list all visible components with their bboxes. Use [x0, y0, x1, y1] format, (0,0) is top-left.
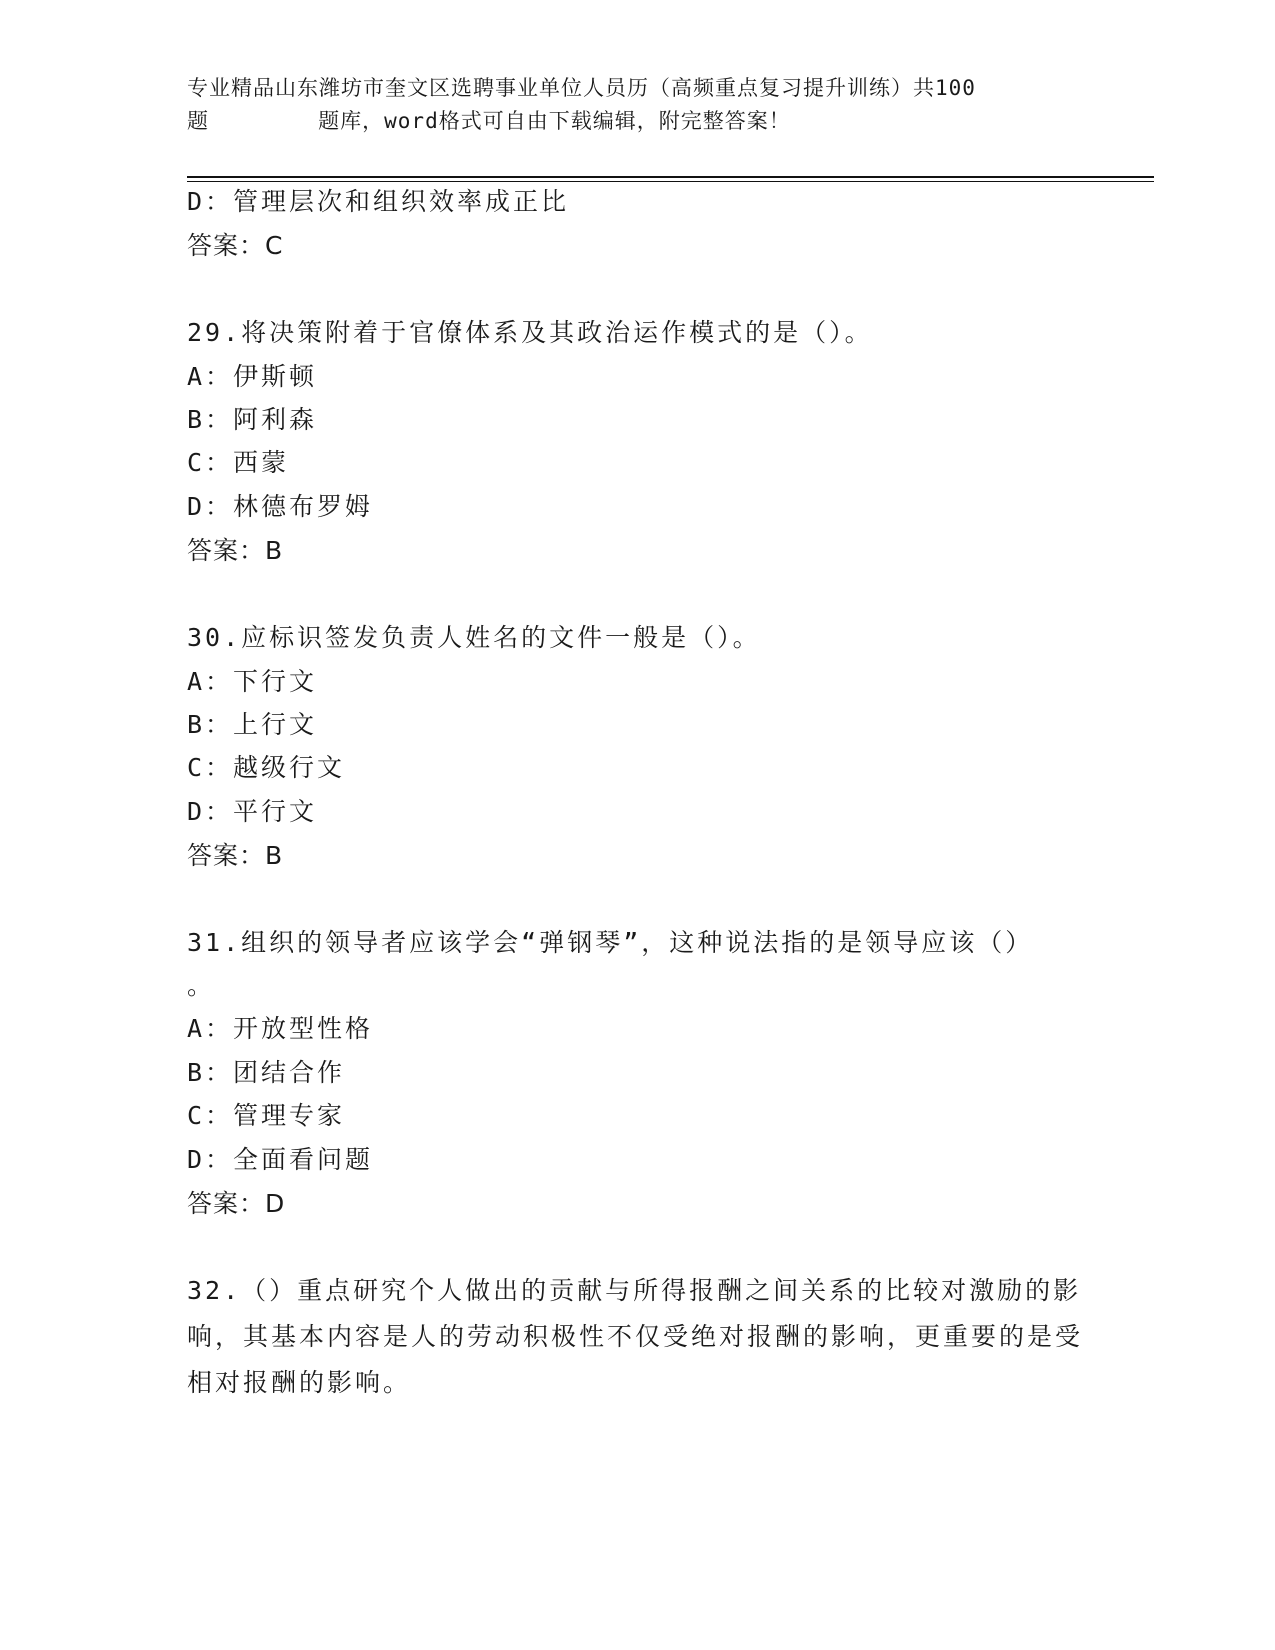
question-stem: 32.（）重点研究个人做出的贡献与所得报酬之间关系的比较对激励的影响，其基本内容是人的劳动积极性不仅受绝对报酬的影响，更重要的是受相对报酬的影响。: [187, 1276, 1084, 1397]
question-stem-continuation: 。: [187, 971, 216, 1000]
option-d: D：林德布罗姆: [187, 492, 374, 521]
answer-line: 答案：B: [187, 536, 284, 565]
option-d: D：平行文: [187, 797, 318, 826]
option-a: A：下行文: [187, 667, 318, 696]
option-b: B：团结合作: [187, 1058, 346, 1087]
answer-line: 答案：D: [187, 1189, 286, 1218]
option-c: C：西蒙: [187, 448, 290, 477]
header-line-2: 题 题库，word格式可自由下载编辑，附完整答案！: [187, 109, 791, 133]
question-stem: 29.将决策附着于官僚体系及其政治运作模式的是（）。: [187, 318, 873, 347]
answer-line: 答案：B: [187, 841, 284, 870]
option-a: A：伊斯顿: [187, 362, 318, 391]
question-stem: 30.应标识签发负责人姓名的文件一般是（）。: [187, 623, 761, 652]
header-line-1: 专业精品山东潍坊市奎文区选聘事业单位人员历（高频重点复习提升训练）共100: [187, 76, 976, 100]
header-rule-thick: [187, 176, 1154, 178]
option-d: D：全面看问题: [187, 1145, 374, 1174]
option-b: B：上行文: [187, 710, 318, 739]
option-a: A：开放型性格: [187, 1014, 374, 1043]
option-d: D：管理层次和组织效率成正比: [187, 187, 570, 216]
option-c: C：越级行文: [187, 753, 346, 782]
option-b: B：阿利森: [187, 405, 318, 434]
header-rule-thin: [187, 181, 1154, 182]
question-stem: 31.组织的领导者应该学会“弹钢琴”，这种说法指的是领导应该（）: [187, 928, 1034, 957]
answer-line: 答案：C: [187, 231, 284, 260]
option-c: C：管理专家: [187, 1101, 346, 1130]
page-header: [187, 72, 1067, 138]
